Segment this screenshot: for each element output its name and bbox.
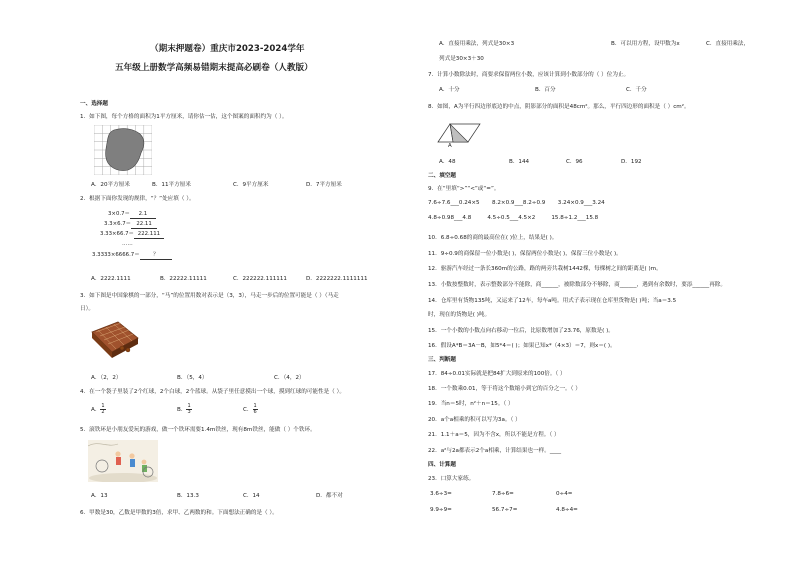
q3-option-c: C．（4，2） <box>274 375 305 381</box>
q2-row5-right: ？ <box>140 252 172 260</box>
irregular-blob-shape <box>106 129 144 171</box>
question-3-line-1: 3．如下图是中国象棋的一部分，“马”的位置用数对表示是（3，3），马走一步后的位置可能是（ ）（马走 <box>80 293 339 299</box>
q4-option-c <box>243 404 258 415</box>
question-9: 9．在“里填“>”“<”或“=”。 <box>428 186 500 192</box>
question-13: 13．小数按整数时，表示整数部分不能除，商______，被除数部分不够除，商______，遇到有余数时，要添______再除。 <box>428 282 726 288</box>
question-11: 11．9÷0.9的商保留一位小数是( )，保留两位小数是( )，保留三位小数是( )。 <box>428 251 622 257</box>
q2-row2-right: 22.11 <box>131 221 157 229</box>
question-22: 22．a²与2a都表示2个a相乘，计算结果也一样。____ <box>428 448 562 454</box>
question-19: 19．当n＝5时，n²＋n＝15。（ ） <box>428 401 514 407</box>
q5-option-c: C．14 <box>243 493 260 499</box>
q6-option-b: B．可以用方程，设甲数为x <box>611 41 680 47</box>
calc-r1-c3: 0÷4= <box>556 491 573 497</box>
q2-pattern-table <box>92 211 186 267</box>
q2-option-b: B．22222.11111 <box>160 276 207 282</box>
question-6: 6．甲数是30，乙数是甲数的3倍，求甲、乙两数的和。下面想法正确的是（ ）。 <box>80 510 278 516</box>
q6-option-c-continued: 列式是30×3＋30 <box>439 56 484 62</box>
q2-row1-left: 3×0.7＝ <box>108 211 130 217</box>
q4-option-a-fraction <box>100 404 105 415</box>
q2-row1-right: 2.1 <box>130 211 156 219</box>
question-21: 21．1.1＋a＝5，因为不含x，所以不能是方程。（ ） <box>428 432 560 438</box>
question-14-line-2: 时，现在的货物是( )吨。 <box>428 312 491 318</box>
calc-r1-c1: 3.6÷3= <box>430 491 452 497</box>
section-choice-heading: 一、选择题 <box>80 101 108 107</box>
q4-option-b-denominator: 3 <box>187 409 191 415</box>
question-12: 12．驱游汽车经过一条长360m的公路，路的两旁共栽树1442棵，每棵树之间的距离是( )m。 <box>428 266 662 272</box>
point-a-label: A <box>448 143 452 149</box>
q2-option-c: C．222222.111111 <box>233 276 287 282</box>
q2-row5-left: 3.3333×6666.7＝ <box>92 252 140 258</box>
question-8: 8．如图，A为平行四边形底边的中点，阴影部分的面积是48cm²。那么，平行四边形的面积是（ ）cm²。 <box>428 104 690 110</box>
question-15: 15．一个小数的小数点向右移动一位后，比原数增加了23.76，原数是( )。 <box>428 328 614 334</box>
title-line-1: （期末押题卷）重庆市2023-2024学年 <box>150 44 305 54</box>
q7-option-c: C．千分 <box>626 87 647 93</box>
q2-row4-left: …… <box>122 241 133 247</box>
section-fill-heading: 二、填空题 <box>428 173 456 179</box>
title-line-2: 五年级上册数学高频易错期末提高必刷卷（人教版） <box>115 63 313 73</box>
question-1: 1．如下图，每个方格的面积为1平方厘米，请你估一估，这个图案的面积约为（ ）。 <box>80 114 288 120</box>
q7-option-a: A．十分 <box>439 87 460 93</box>
q4-option-b-label: B． <box>177 407 187 413</box>
q1-option-a: A．20平方厘米 <box>91 182 130 188</box>
calc-r1-c2: 7.8÷6= <box>492 491 514 497</box>
q3-option-b: B．（5，4） <box>177 375 208 381</box>
q2-option-d: D．2222222.1111111 <box>306 276 368 282</box>
q4-option-b <box>177 404 192 415</box>
q4-option-c-fraction <box>253 404 258 415</box>
question-2: 2．根据下面你发现的规律，“？”处应填（ ）。 <box>80 196 195 202</box>
question-18: 18．一个数乘0.01，等于将这个数缩小到它的百分之一。（ ） <box>428 386 581 392</box>
q8-option-b: B．144 <box>509 159 530 165</box>
question-5: 5．滚铁环是小朋友爱玩的游戏，做一个铁环需要1.4m铁丝，现有8m铁丝，能做（ ）个铁环。 <box>80 427 316 433</box>
parallelogram-figure <box>436 120 482 150</box>
section-calc-heading: 四、计算题 <box>428 462 456 468</box>
q4-option-a-numerator: 1 <box>101 403 105 409</box>
calc-r2-c2: 56.7÷7= <box>492 507 518 513</box>
q4-option-c-label: C． <box>243 407 253 413</box>
calc-r2-c1: 9.9÷9= <box>430 507 452 513</box>
question-3-line-2: 日）。 <box>80 306 94 312</box>
section-judge-heading: 三、判断题 <box>428 357 456 363</box>
q2-row3-left: 3.33×66.7＝ <box>100 231 134 237</box>
question-7: 7．计算小数除法时，商要求保留两位小数，应该计算到小数部分的（ ）位为止。 <box>428 72 630 78</box>
question-16: 16．假设A*B＝3A－B，如5*4＝( )；如果已知x*（4×3）＝7，则x＝( )。 <box>428 343 616 349</box>
chinese-chess-board-image <box>88 318 140 362</box>
q3-option-a: A．（2，2） <box>91 375 122 381</box>
q2-row2-left: 3.3×6.7＝ <box>104 221 132 227</box>
q5-option-b: B．13.3 <box>177 493 199 499</box>
q4-option-b-numerator: 1 <box>187 403 191 409</box>
q1-option-b: B．11平方厘米 <box>152 182 191 188</box>
children-rolling-hoops-image <box>88 440 158 482</box>
q8-option-d: D．192 <box>621 159 642 165</box>
q6-option-a: A．直接用乘法，列式是30×3 <box>439 41 515 47</box>
q8-option-c: C．96 <box>566 159 583 165</box>
calc-r2-c3: 4.8÷4= <box>556 507 578 513</box>
grid-blob-figure <box>94 125 152 175</box>
q2-option-a: A．2222.1111 <box>91 276 131 282</box>
question-4: 4．在一个袋子里装了2个红球，2个白球，2个蓝球。从袋子里任意摸出一个球，摸到红球的可能性是（ ）。 <box>80 389 345 395</box>
q6-option-c: C．直接用乘法， <box>706 41 750 47</box>
question-23: 23．口算大家练。 <box>428 476 475 482</box>
question-17: 17．84÷0.01实际就是把84扩大到原来的100倍。（ ） <box>428 371 566 377</box>
q1-option-d: D．7平方厘米 <box>306 182 342 188</box>
q9-row-1: 7.6÷7.6___0.24×5 8.2×0.9___8.2÷0.9 3.24×0.9___3.24 <box>428 200 605 206</box>
question-10: 10．6.8÷0.68的商的最高位在( )位上，结果是( )。 <box>428 235 558 241</box>
q4-option-a <box>91 404 106 415</box>
q5-option-a: A．13 <box>91 493 108 499</box>
q4-option-c-numerator: 1 <box>253 403 257 409</box>
q2-row3-right: 222.111 <box>134 231 164 239</box>
q8-option-a: A．48 <box>439 159 456 165</box>
q9-row-2: 4.8÷0.98___4.8 4.5÷0.5___4.5×2 15.8÷1.2___15.8 <box>428 215 599 221</box>
q4-option-a-denominator: 2 <box>101 409 105 415</box>
q4-option-a-label: A． <box>91 407 101 413</box>
q4-option-c-denominator: 6 <box>253 409 257 415</box>
q4-option-b-fraction <box>186 404 191 415</box>
q5-option-d: D．都不对 <box>316 493 343 499</box>
question-14-line-1: 14．仓库里有货物135吨，又运来了12车，每车a吨。用式子表示现在仓库里货物是( )吨；当a＝3.5 <box>428 298 677 304</box>
q7-option-b: B．百分 <box>535 87 556 93</box>
q1-option-c: C．9平方厘米 <box>233 182 269 188</box>
question-20: 20．a个a相乘的积可以写为3a。（ ） <box>428 417 521 423</box>
